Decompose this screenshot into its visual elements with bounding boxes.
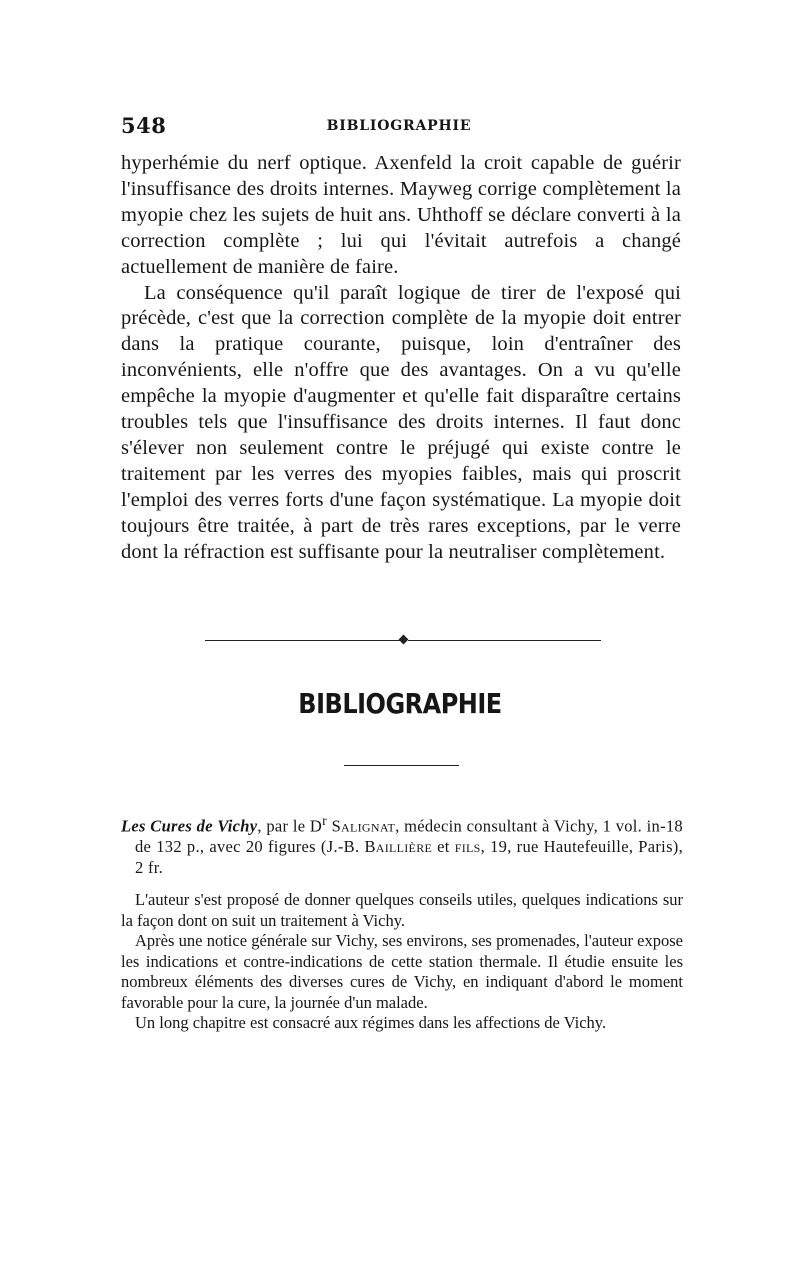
running-title: BIBLIOGRAPHIE (326, 118, 472, 134)
entry-author-description: , médecin consultant à Vichy, 1 vol. in-18 de 132 p., avec 20 figures (J.-B. (135, 816, 683, 856)
work-title: Les Cures de Vichy (121, 816, 258, 836)
main-text (121, 151, 681, 566)
bibliography-section (121, 811, 683, 1034)
review-paragraph-3: Un long chapitre est consacré aux régimes dans les affections de Vichy. (135, 1013, 607, 1032)
page-number: 548 (121, 113, 167, 138)
entry-address: , 19, rue Hautefeuille, Paris), 2 fr. (135, 837, 684, 877)
review-paragraph-1: L'auteur s'est proposé de donner quelques conseils utiles, quelques indications sur la façon dont on suit un traitement à Vichy. (121, 890, 683, 930)
ornamental-rule (205, 635, 601, 647)
entry-by: , par le D (257, 816, 323, 836)
diamond-ornament-icon (399, 635, 409, 645)
entry-author: Salignat (331, 816, 396, 836)
ornamental-rule-left-line (205, 640, 400, 641)
body-paragraph-2: La conséquence qu'il paraît logique de tirer de l'exposé qui précède, c'est que la correction complète de la myopie doit entrer dans la pratique courante, puisque, loin d'entraîner des inconvénients, elle n'offre que des avantages. On a vu qu'elle empêche la myopie d'augmenter et qu'elle fait disparaître certains troubles tels que l'insuffisance des droits internes. Il faut donc s'élever non seulement contre le préjugé qui existe contre le traitement par les verres des myopies faibles, mais qui proscrit l'emploi des verres forts d'une façon systématique. La myopie doit toujours être traitée, à part de très rares exceptions, par le verre dont la réfraction est suffisante pour la neutraliser complètement. (121, 281, 681, 563)
entry-and: et (432, 837, 455, 856)
bibliography-entry (121, 811, 683, 878)
ornamental-rule-right-line (408, 640, 601, 641)
entry-publisher: Baillière (364, 837, 433, 856)
entry-publisher-fils: fils (454, 837, 481, 856)
section-heading: BIBLIOGRAPHIE (298, 687, 502, 721)
review-text (121, 890, 683, 1034)
review-paragraph-2: Après une notice générale sur Vichy, ses environs, ses promenades, l'auteur expose les indications et contre-indications de cette station thermale. Il étudie ensuite les nombreux éléments des diverses cures de Vichy, en indiquant d'abord le moment favorable pour la cure, la journée d'un malade. (121, 931, 683, 1012)
doctor-superscript: r (322, 813, 328, 828)
body-paragraph-1: hyperhémie du nerf optique. Axenfeld la croit capable de guérir l'insuffisance des droits internes. Mayweg corrige complètement la myopie chez les sujets de huit ans. Uhthoff se déclare converti à la correction complète ; lui qui l'évitait autrefois a changé actuellement de manière de faire. (121, 152, 681, 278)
page-header (121, 113, 677, 143)
heading-underline-rule (344, 765, 459, 766)
